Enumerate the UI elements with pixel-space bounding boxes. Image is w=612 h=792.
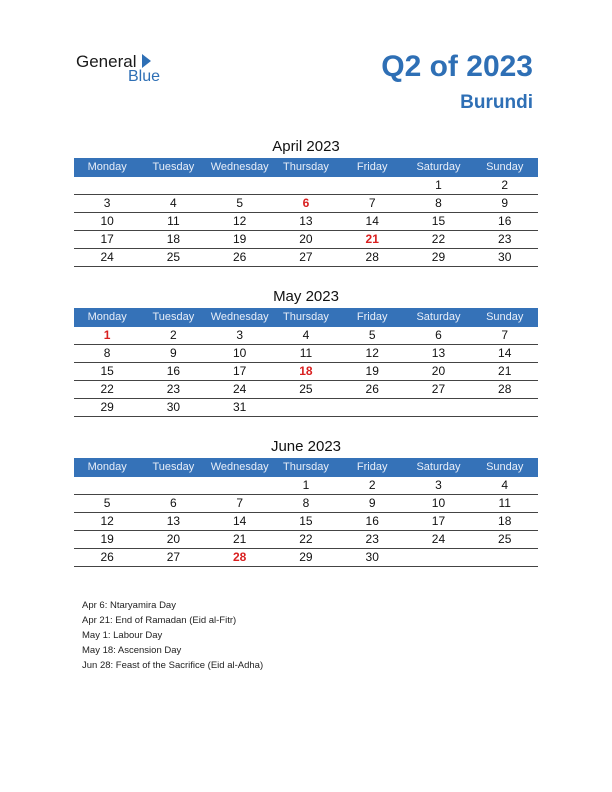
weekday-label: Tuesday: [152, 461, 195, 473]
day-cell: 27: [166, 550, 181, 564]
day-cell: 20: [166, 532, 181, 546]
weekday-label: Thursday: [283, 461, 329, 473]
day-cell: 16: [166, 364, 181, 378]
day-cell: 29: [431, 250, 446, 264]
day-cell: 30: [166, 400, 181, 414]
holiday-day-cell: 18: [299, 364, 313, 378]
day-cell: 12: [232, 214, 247, 228]
day-cell: 29: [100, 400, 114, 414]
holiday-item: Jun 28: Feast of the Sacrifice (Eid al-Adha): [82, 660, 264, 671]
day-cell: 9: [501, 196, 509, 210]
day-cell: 16: [498, 214, 512, 228]
weekday-label: Tuesday: [152, 161, 195, 173]
day-cell: 23: [365, 532, 379, 546]
day-cell: 14: [232, 514, 247, 528]
day-cell: 16: [365, 514, 379, 528]
day-cell: 24: [431, 532, 446, 546]
holiday-day-cell: 21: [365, 232, 379, 246]
day-cell: 2: [501, 178, 509, 192]
day-cell: [273, 177, 339, 194]
day-cell: [140, 477, 206, 494]
weekday-header: [74, 458, 538, 477]
logo-text-blue: Blue: [128, 68, 161, 85]
logo-triangle-icon: [142, 54, 151, 68]
day-cell: 21: [232, 532, 247, 546]
day-cell: 29: [299, 550, 313, 564]
day-cell: 2: [368, 478, 376, 492]
day-cell: 28: [365, 250, 379, 264]
week-row: [74, 195, 538, 213]
day-cell: 25: [299, 382, 313, 396]
day-cell: 19: [365, 364, 379, 378]
day-cell: 1: [435, 178, 442, 192]
weekday-header: [74, 308, 538, 327]
week-row: [74, 249, 538, 267]
day-cell: 7: [236, 496, 243, 510]
day-cell: [339, 399, 405, 416]
day-cell: 24: [232, 382, 247, 396]
holiday-item: May 18: Ascension Day: [82, 645, 182, 656]
day-cell: 13: [431, 346, 446, 360]
week-row: [74, 177, 538, 195]
weekday-label: Monday: [87, 461, 127, 473]
weekday-label: Friday: [356, 461, 388, 473]
weekday-label: Sunday: [486, 311, 524, 323]
week-row: [74, 327, 538, 345]
day-cell: 13: [299, 214, 313, 228]
day-cell: 5: [103, 496, 111, 510]
day-cell: 17: [431, 514, 446, 528]
day-cell: 20: [299, 232, 313, 246]
weekday-label: Thursday: [283, 161, 329, 173]
month-april: [74, 136, 538, 267]
day-cell: 8: [103, 346, 111, 360]
day-cell: [472, 549, 538, 566]
weekday-label: Wednesday: [210, 311, 269, 323]
day-cell: 15: [431, 214, 446, 228]
weekday-label: Wednesday: [210, 461, 269, 473]
day-cell: 26: [232, 250, 247, 264]
week-row: [74, 399, 538, 417]
weekday-label: Friday: [356, 161, 388, 173]
month-title: April 2023: [272, 138, 340, 155]
day-cell: 10: [431, 496, 446, 510]
day-cell: 30: [365, 550, 379, 564]
day-cell: 7: [368, 196, 376, 210]
day-cell: 21: [498, 364, 512, 378]
day-cell: [405, 549, 471, 566]
day-cell: 20: [431, 364, 446, 378]
holiday-day-cell: 1: [103, 328, 111, 342]
day-cell: [207, 177, 273, 194]
weekday-label: Wednesday: [210, 161, 269, 173]
holiday-list: [82, 598, 263, 673]
month-may: [74, 286, 538, 417]
day-cell: 6: [170, 496, 177, 510]
holiday-day-cell: 6: [302, 196, 310, 210]
day-cell: 3: [103, 196, 111, 210]
day-cell: 12: [100, 514, 114, 528]
weekday-label: Monday: [87, 311, 127, 323]
day-cell: 13: [166, 514, 181, 528]
weekday-label: Sunday: [486, 161, 524, 173]
day-cell: 25: [498, 532, 512, 546]
day-cell: 11: [167, 214, 180, 228]
week-row: [74, 531, 538, 549]
day-cell: 31: [232, 400, 247, 414]
day-cell: 25: [166, 250, 181, 264]
day-cell: 11: [498, 496, 511, 510]
week-row: [74, 513, 538, 531]
day-cell: 9: [368, 496, 376, 510]
day-cell: [273, 399, 339, 416]
week-row: [74, 231, 538, 249]
weekday-label: Tuesday: [152, 311, 195, 323]
day-cell: 12: [365, 346, 379, 360]
day-cell: 22: [100, 382, 114, 396]
weekday-label: Saturday: [416, 461, 461, 473]
page-title: Q2 of 2023: [381, 50, 533, 83]
day-cell: 19: [232, 232, 247, 246]
day-cell: 10: [100, 214, 114, 228]
day-cell: [207, 477, 273, 494]
day-cell: 17: [232, 364, 247, 378]
day-cell: [74, 177, 140, 194]
day-cell: 23: [498, 232, 512, 246]
day-cell: 23: [166, 382, 181, 396]
day-cell: [405, 399, 471, 416]
country-name: Burundi: [460, 92, 533, 113]
weekday-label: Thursday: [283, 311, 329, 323]
day-cell: 4: [501, 478, 509, 492]
day-cell: 28: [498, 382, 512, 396]
day-cell: [140, 177, 206, 194]
day-cell: 27: [299, 250, 313, 264]
week-row: [74, 345, 538, 363]
weekday-label: Sunday: [486, 461, 524, 473]
day-cell: 27: [431, 382, 446, 396]
day-cell: 26: [365, 382, 379, 396]
day-cell: 24: [100, 250, 114, 264]
day-cell: [339, 177, 405, 194]
day-cell: 15: [100, 364, 114, 378]
day-cell: 8: [302, 496, 310, 510]
day-cell: 14: [365, 214, 379, 228]
day-cell: 19: [100, 532, 114, 546]
weekday-label: Saturday: [416, 161, 461, 173]
week-row: [74, 213, 538, 231]
day-cell: 1: [302, 478, 310, 492]
day-cell: 10: [232, 346, 247, 360]
day-cell: 4: [302, 328, 310, 342]
day-cell: 11: [299, 346, 313, 360]
week-row: [74, 495, 538, 513]
holiday-item: May 1: Labour Day: [82, 630, 163, 641]
day-cell: 18: [498, 514, 512, 528]
day-cell: 5: [236, 196, 243, 210]
day-cell: 2: [170, 328, 177, 342]
month-title: June 2023: [270, 438, 342, 455]
weekday-label: Saturday: [416, 311, 461, 323]
day-cell: 4: [170, 196, 177, 210]
holiday-day-cell: 28: [232, 550, 247, 564]
holiday-item: Apr 6: Ntaryamira Day: [82, 600, 176, 611]
weekday-header: [74, 158, 538, 177]
week-row: [74, 549, 538, 567]
day-cell: 3: [435, 478, 442, 492]
day-cell: 8: [435, 196, 442, 210]
month-title: May 2023: [273, 288, 339, 305]
logo-text-general: General: [76, 52, 137, 71]
weekday-label: Friday: [356, 311, 388, 323]
month-june: [74, 436, 538, 567]
day-cell: 17: [100, 232, 114, 246]
day-cell: [74, 477, 140, 494]
week-row: [74, 477, 538, 495]
day-cell: 6: [435, 328, 442, 342]
day-cell: 26: [100, 550, 114, 564]
day-cell: 9: [170, 346, 177, 360]
brand-logo: [76, 52, 176, 88]
day-cell: [472, 399, 538, 416]
day-cell: 5: [368, 328, 376, 342]
week-row: [74, 381, 538, 399]
holiday-item: Apr 21: End of Ramadan (Eid al-Fitr): [82, 615, 237, 626]
day-cell: 7: [501, 328, 509, 342]
day-cell: 15: [299, 514, 313, 528]
day-cell: 30: [498, 250, 512, 264]
day-cell: 22: [431, 232, 446, 246]
day-cell: 14: [498, 346, 512, 360]
week-row: [74, 363, 538, 381]
day-cell: 18: [166, 232, 181, 246]
weekday-label: Monday: [87, 161, 127, 173]
day-cell: 22: [299, 532, 313, 546]
day-cell: 3: [236, 328, 243, 342]
